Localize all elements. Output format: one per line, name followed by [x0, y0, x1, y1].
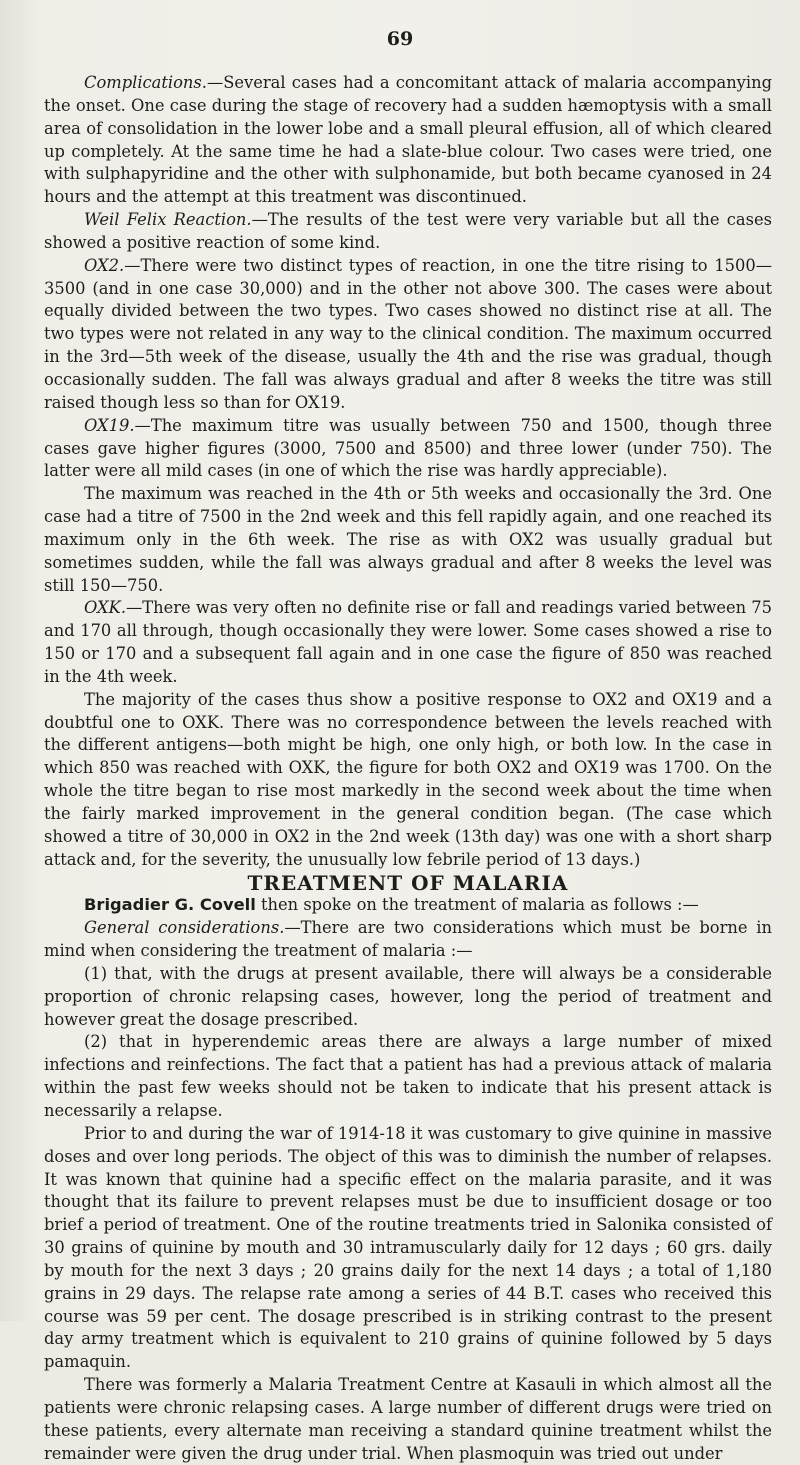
paragraph: Complications.—Several cases had a concomitant attack of malaria accompanying the onset. One case during the stage of recovery had a sudden hæmoptysis with a small area of consolidation in the lower lobe and a small pleural effusion, all of which cleared up completely. At the same time he had a slate-blue colour. Two cases were tried, one with sulphapyridine and the other with sulphonamide, but both became cyanosed in 24 hours and the attempt at this treatment was discontinued.	[44, 73, 772, 207]
document-body	[44, 72, 772, 1465]
section-heading: TREATMENT OF MALARIA	[247, 870, 569, 895]
speaker-name: Brigadier G. Covell	[84, 895, 256, 915]
paragraph: OX2.—There were two distinct types of reaction, in one the titre rising to 1500—3500 (and in one case 30,000) and in the other not above 300. The cases were about equally divided between the two types. Two cases showed no distinct rise at all. The two types were not related in any way to the clinical condition. The maximum occurred in the 3rd—5th week of the disease, usually the 4th and the rise was gradual, though occasionally sudden. The fall was always gradual and after 8 weeks the titre was still raised though less so than for OX19.	[44, 255, 772, 412]
paragraph: (2) that in hyperendemic areas there are always a large number of mixed infections and reinfections. The fact that a patient has had a previous attack of malaria within the past few weeks should not be taken to indicate that his present attack is necessarily a relapse.	[44, 1032, 772, 1120]
paragraph: The majority of the cases thus show a positive response to OX2 and OX19 and a doubtful one to OXK. There was no correspondence between the levels reached with the different antigens—both might be high, one only high, or both low. In the case in which 850 was reached with OXK, the figure for both OX2 and OX19 was 1700. On the whole the titre began to rise most markedly in the second week about the time when the fairly marked improvement in the general condition began. (The case which showed a titre of 30,000 in OX2 in the 2nd week (13th day) was one with a short sharp attack and, for the severity, the unusually low febrile period of 13 days.)	[44, 689, 772, 869]
paragraph: The maximum was reached in the 4th or 5th weeks and occasionally the 3rd. One case had a titre of 7500 in the 2nd week and this fell rapidly again, and one reached its maximum only in the 6th week. The rise as with OX2 was usually gradual but sometimes sudden, while the fall was always gradual and after 8 weeks the level was still 150—750.	[44, 484, 772, 595]
paragraph: OX19.—The maximum titre was usually between 750 and 1500, though three cases gave higher figures (3000, 7500 and 8500) and three lower (under 750). The latter were all mild cases (in one of which the rise was hardly appreciable).	[44, 415, 772, 481]
page-number: 69	[386, 28, 414, 50]
paragraph: OXK.—There was very often no definite rise or fall and readings varied between 75 and 170 all through, though occasionally they were lower. Some cases showed a rise to 150 or 170 and a subsequent fall again and in one case the figure of 850 was reached in the 4th week.	[44, 598, 772, 686]
paragraph: Prior to and during the war of 1914-18 it was customary to give quinine in massive doses and over long periods. The object of this was to diminish the number of relapses. It was known that quinine had a specific effect on the malaria parasite, and it was thought that its failure to prevent relapses must be due to insufficient dosage or too brief a period of treatment. One of the routine treatments tried in Salonika consisted of 30 grains of quinine by mouth and 30 intramuscularly daily for 12 days ; 60 grs. daily by mouth for the next 3 days ; 20 grains daily for the next 14 days ; a total of 1,180 grains in 29 days. The relapse rate among a series of 44 B.T. cases who received this course was 59 per cent. The dosage prescribed is in striking contrast to the present day army treatment which is equivalent to 210 grains of quinine followed by 5 days pamaquin.	[44, 1123, 772, 1372]
speaker-paragraph: Brigadier G. Covell then spoke on the treatment of malaria as follows :—	[84, 895, 699, 915]
paragraph: (1) that, with the drugs at present available, there will always be a considerable proportion of chronic relapsing cases, however, long the period of treatment and however great the dosage prescribed.	[44, 963, 772, 1029]
paragraph: There was formerly a Malaria Treatment Centre at Kasauli in which almost all the patients were chronic relapsing cases. A large number of different drugs were tried on these patients, every alternate man receiving a standard quinine treatment whilst the remainder were given the drug under trial. When plasmoquin was tried out under	[44, 1375, 772, 1463]
paragraph: Weil Felix Reaction.—The results of the test were very variable but all the cases showed a positive reaction of some kind.	[44, 210, 772, 252]
paragraph: General considerations.—There are two considerations which must be borne in mind when considering the treatment of malaria :—	[44, 918, 772, 961]
